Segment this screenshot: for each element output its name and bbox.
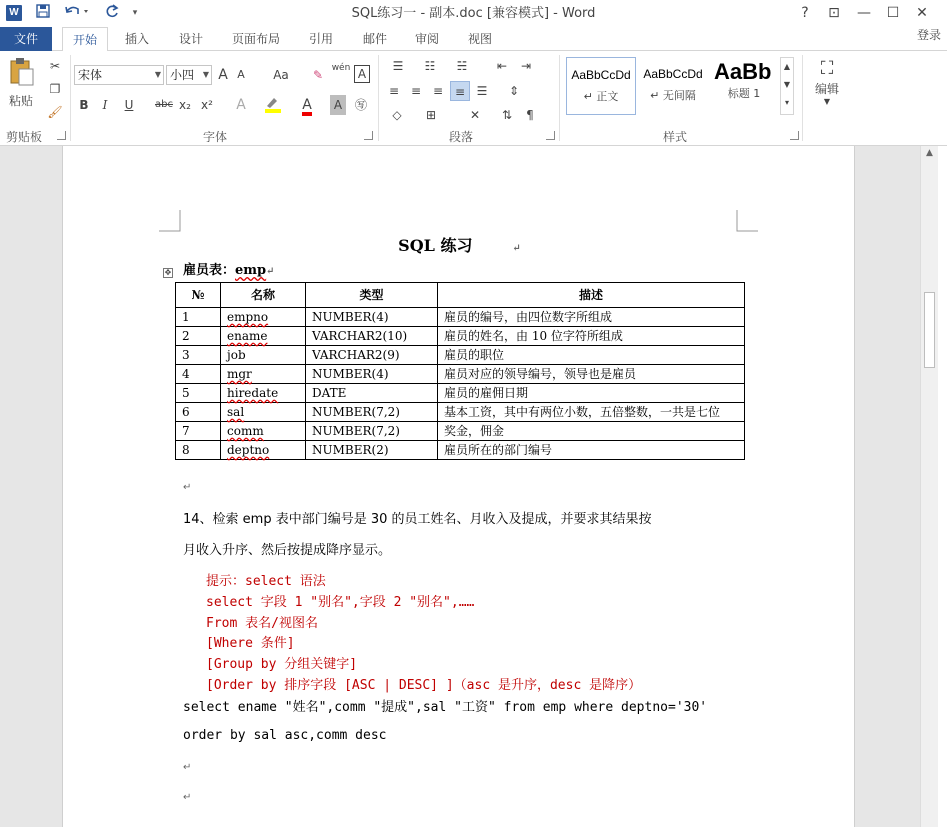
font-name-value: 宋体 — [78, 68, 103, 82]
editing-label: 编辑 — [814, 82, 839, 96]
font-size-value: 小四 — [170, 68, 195, 82]
crop-mark — [736, 210, 758, 232]
style-name: ↵ 无间隔 — [650, 89, 696, 102]
answer-sql-line-2: order by sal asc,comm desc — [183, 728, 387, 743]
tab-file[interactable]: 文件 — [0, 27, 52, 51]
style-sample: AaBbCcDd — [571, 68, 631, 82]
styles-gallery-scroll[interactable]: ▲ ▼ ▾ — [780, 57, 794, 115]
scrollbar-thumb[interactable] — [924, 292, 935, 368]
table-row: 5 hiredate DATE 雇员的雇佣日期 — [176, 384, 745, 403]
font-size-combo[interactable] — [166, 65, 212, 85]
tab-mailings[interactable]: 邮件 — [362, 32, 387, 46]
word-logo-icon: W — [6, 5, 22, 21]
document-area — [0, 146, 920, 827]
bullets-icon[interactable]: ☰ — [392, 59, 404, 73]
style-normal[interactable] — [566, 57, 636, 115]
paste-icon — [7, 57, 35, 87]
paste-button[interactable] — [4, 57, 38, 119]
format-painter-icon[interactable]: 🖌 — [47, 105, 63, 119]
cut-icon[interactable]: ✂ — [49, 59, 61, 73]
tab-view[interactable]: 视图 — [467, 32, 492, 46]
table-row: 4 mgr NUMBER(4) 雇员对应的领导编号，领导也是雇员 — [176, 365, 745, 384]
subscript-button[interactable]: x₂ — [179, 98, 191, 112]
line-spacing-icon[interactable]: ⇕ — [508, 84, 520, 98]
shrink-font-button[interactable]: A — [237, 68, 245, 81]
tab-references[interactable]: 引用 — [308, 32, 333, 46]
bold-button[interactable]: B — [79, 98, 89, 112]
table-header-row — [176, 283, 745, 308]
font-name-combo[interactable] — [74, 65, 164, 85]
hint-line: From 表名/视图名 — [206, 616, 318, 631]
justify-icon[interactable]: ≡ — [450, 81, 470, 101]
style-no-spacing[interactable] — [638, 57, 708, 115]
window-title: SQL练习一 - 副本.doc [兼容模式] - Word — [351, 6, 596, 21]
col-header-no: № — [176, 283, 221, 308]
group-separator — [378, 55, 379, 141]
show-paragraph-marks-icon[interactable]: ¶ — [526, 108, 534, 122]
multilevel-list-icon[interactable]: ☵ — [456, 59, 468, 73]
save-icon[interactable] — [33, 4, 53, 22]
character-border-button[interactable]: A — [354, 65, 370, 83]
align-right-icon[interactable]: ≡ — [432, 84, 444, 98]
help-button[interactable]: ? — [801, 5, 809, 21]
italic-button[interactable]: I — [102, 98, 108, 112]
redo-icon[interactable] — [102, 4, 122, 22]
text-effects-icon[interactable]: A — [236, 97, 246, 113]
table-caption: 雇员表：emp↵ — [183, 263, 275, 278]
superscript-button[interactable]: x² — [201, 98, 213, 112]
copy-icon[interactable]: ❐ — [49, 82, 61, 96]
table-row: 8 deptno NUMBER(2) 雇员所在的部门编号 — [176, 441, 745, 460]
vertical-scrollbar[interactable] — [920, 146, 938, 827]
question-line-2: 月收入升序、然后按提成降序显示。 — [183, 543, 392, 558]
table-row: 6 sal NUMBER(7,2) 基本工资，其中有两位小数，五倍整数，一共是七位 — [176, 403, 745, 422]
table-row: 1 empno NUMBER(4) 雇员的编号，由四位数字所组成 — [176, 308, 745, 327]
paragraph-mark: ↵ — [183, 762, 192, 773]
tab-home[interactable]: 开始 — [62, 27, 108, 52]
phonetic-guide-button[interactable]: wén — [331, 63, 351, 73]
hint-line: [Order by 排序字段 [ASC | DESC] ]（asc 是升序，desc 是降序） — [206, 678, 642, 693]
paragraph-mark: ↵ — [183, 482, 192, 493]
document-page[interactable] — [62, 146, 855, 827]
character-shading-icon[interactable]: A — [330, 95, 346, 115]
tab-layout[interactable]: 页面布局 — [231, 32, 280, 46]
group-separator — [802, 55, 803, 141]
font-color-icon[interactable]: A — [296, 95, 318, 115]
hint-line: select 字段 1 "别名",字段 2 "别名",…… — [206, 595, 475, 610]
strikethrough-button[interactable]: abc — [155, 99, 173, 110]
grow-font-button[interactable]: A — [218, 67, 228, 83]
col-header-type: 类型 — [306, 283, 438, 308]
distributed-icon[interactable]: ☰ — [476, 84, 488, 98]
close-button[interactable]: ✕ — [916, 5, 928, 21]
paragraph-group-label: 段落 — [448, 130, 473, 144]
borders-icon[interactable]: ⊞ — [425, 108, 437, 122]
tab-insert[interactable]: 插入 — [124, 32, 149, 46]
ribbon-tabs — [0, 27, 947, 51]
align-left-icon[interactable]: ≡ — [388, 84, 400, 98]
style-sample: AaBbCcDd — [643, 67, 703, 81]
styles-launcher-icon[interactable] — [790, 131, 799, 140]
clipboard-launcher-icon[interactable] — [57, 131, 66, 140]
binoculars-icon: ⛶ — [820, 58, 834, 79]
highlight-color-icon[interactable] — [262, 95, 284, 115]
style-name: ↵ 正文 — [583, 90, 619, 103]
font-group-label: 字体 — [202, 130, 227, 144]
undo-icon[interactable] — [62, 4, 92, 22]
underline-button[interactable]: U — [124, 98, 134, 112]
sort-icon[interactable]: ⇅ — [501, 108, 513, 122]
paste-label: 粘贴 — [8, 94, 33, 108]
table-row: 3 job VARCHAR2(9) 雇员的职位 — [176, 346, 745, 365]
style-sample: AaBb — [714, 59, 772, 84]
align-center-icon[interactable]: ≡ — [410, 84, 422, 98]
change-case-button[interactable]: Aa — [273, 68, 289, 82]
enclose-characters-icon[interactable]: ㊢ — [354, 98, 367, 112]
customize-qat-icon[interactable]: ▾ — [132, 8, 138, 18]
numbering-icon[interactable]: ☷ — [424, 59, 436, 73]
style-heading-1[interactable] — [710, 57, 778, 115]
group-separator — [70, 55, 71, 141]
table-row: 2 ename VARCHAR2(10) 雇员的姓名，由 10 位字符所组成 — [176, 327, 745, 346]
tab-design[interactable]: 设计 — [178, 32, 203, 46]
font-launcher-icon[interactable] — [364, 131, 373, 140]
shading-icon[interactable]: ◇ — [392, 108, 402, 122]
question-line-1: 14、检索 emp 表中部门编号是 30 的员工姓名、月收入及提成，并要求其结果按 — [183, 512, 652, 527]
hint-line: 提示：select 语法 — [206, 574, 326, 589]
emp-table[interactable] — [175, 282, 745, 460]
maximize-button[interactable]: ☐ — [886, 5, 900, 21]
table-move-handle-icon[interactable]: ✥ — [164, 268, 172, 277]
col-header-name: 名称 — [221, 283, 306, 308]
crop-mark — [159, 210, 181, 232]
clear-formatting-icon[interactable]: ✎ — [312, 68, 324, 82]
hint-line: [Group by 分组关键字] — [206, 657, 358, 672]
clipboard-group-label: 剪贴板 — [5, 130, 42, 144]
scroll-up-icon[interactable]: ▲ — [926, 148, 933, 158]
decrease-indent-icon[interactable]: ⇤ — [496, 59, 508, 73]
paragraph-launcher-icon[interactable] — [546, 131, 555, 140]
increase-indent-icon[interactable]: ⇥ — [520, 59, 532, 73]
chevron-down-icon: ▼ — [154, 70, 161, 79]
editing-button[interactable] — [808, 57, 846, 119]
styles-group-label: 样式 — [662, 130, 687, 144]
tab-review[interactable]: 审阅 — [414, 32, 439, 46]
title-bar — [0, 0, 947, 27]
document-heading: SQL 练习 ↵ — [398, 236, 521, 255]
chinese-layout-icon[interactable]: ✕ — [469, 108, 481, 122]
style-name: 标题 1 — [727, 87, 761, 100]
group-separator — [559, 55, 560, 141]
table-row: 7 comm NUMBER(7,2) 奖金，佣金 — [176, 422, 745, 441]
chevron-down-icon: ▼ — [202, 70, 209, 79]
ribbon-display-options-icon[interactable]: ⊡ — [828, 5, 840, 21]
minimize-button[interactable]: — — [857, 5, 871, 21]
paragraph-mark: ↵ — [183, 792, 192, 803]
col-header-desc: 描述 — [438, 283, 745, 308]
chevron-down-icon: ▼ — [823, 97, 831, 106]
answer-sql-line-1: select ename "姓名",comm "提成",sal "工资" from emp where deptno='30' — [183, 700, 708, 715]
hint-line: [Where 条件] — [206, 636, 295, 651]
ribbon — [0, 51, 947, 146]
login-link[interactable]: 登录 — [916, 28, 941, 42]
